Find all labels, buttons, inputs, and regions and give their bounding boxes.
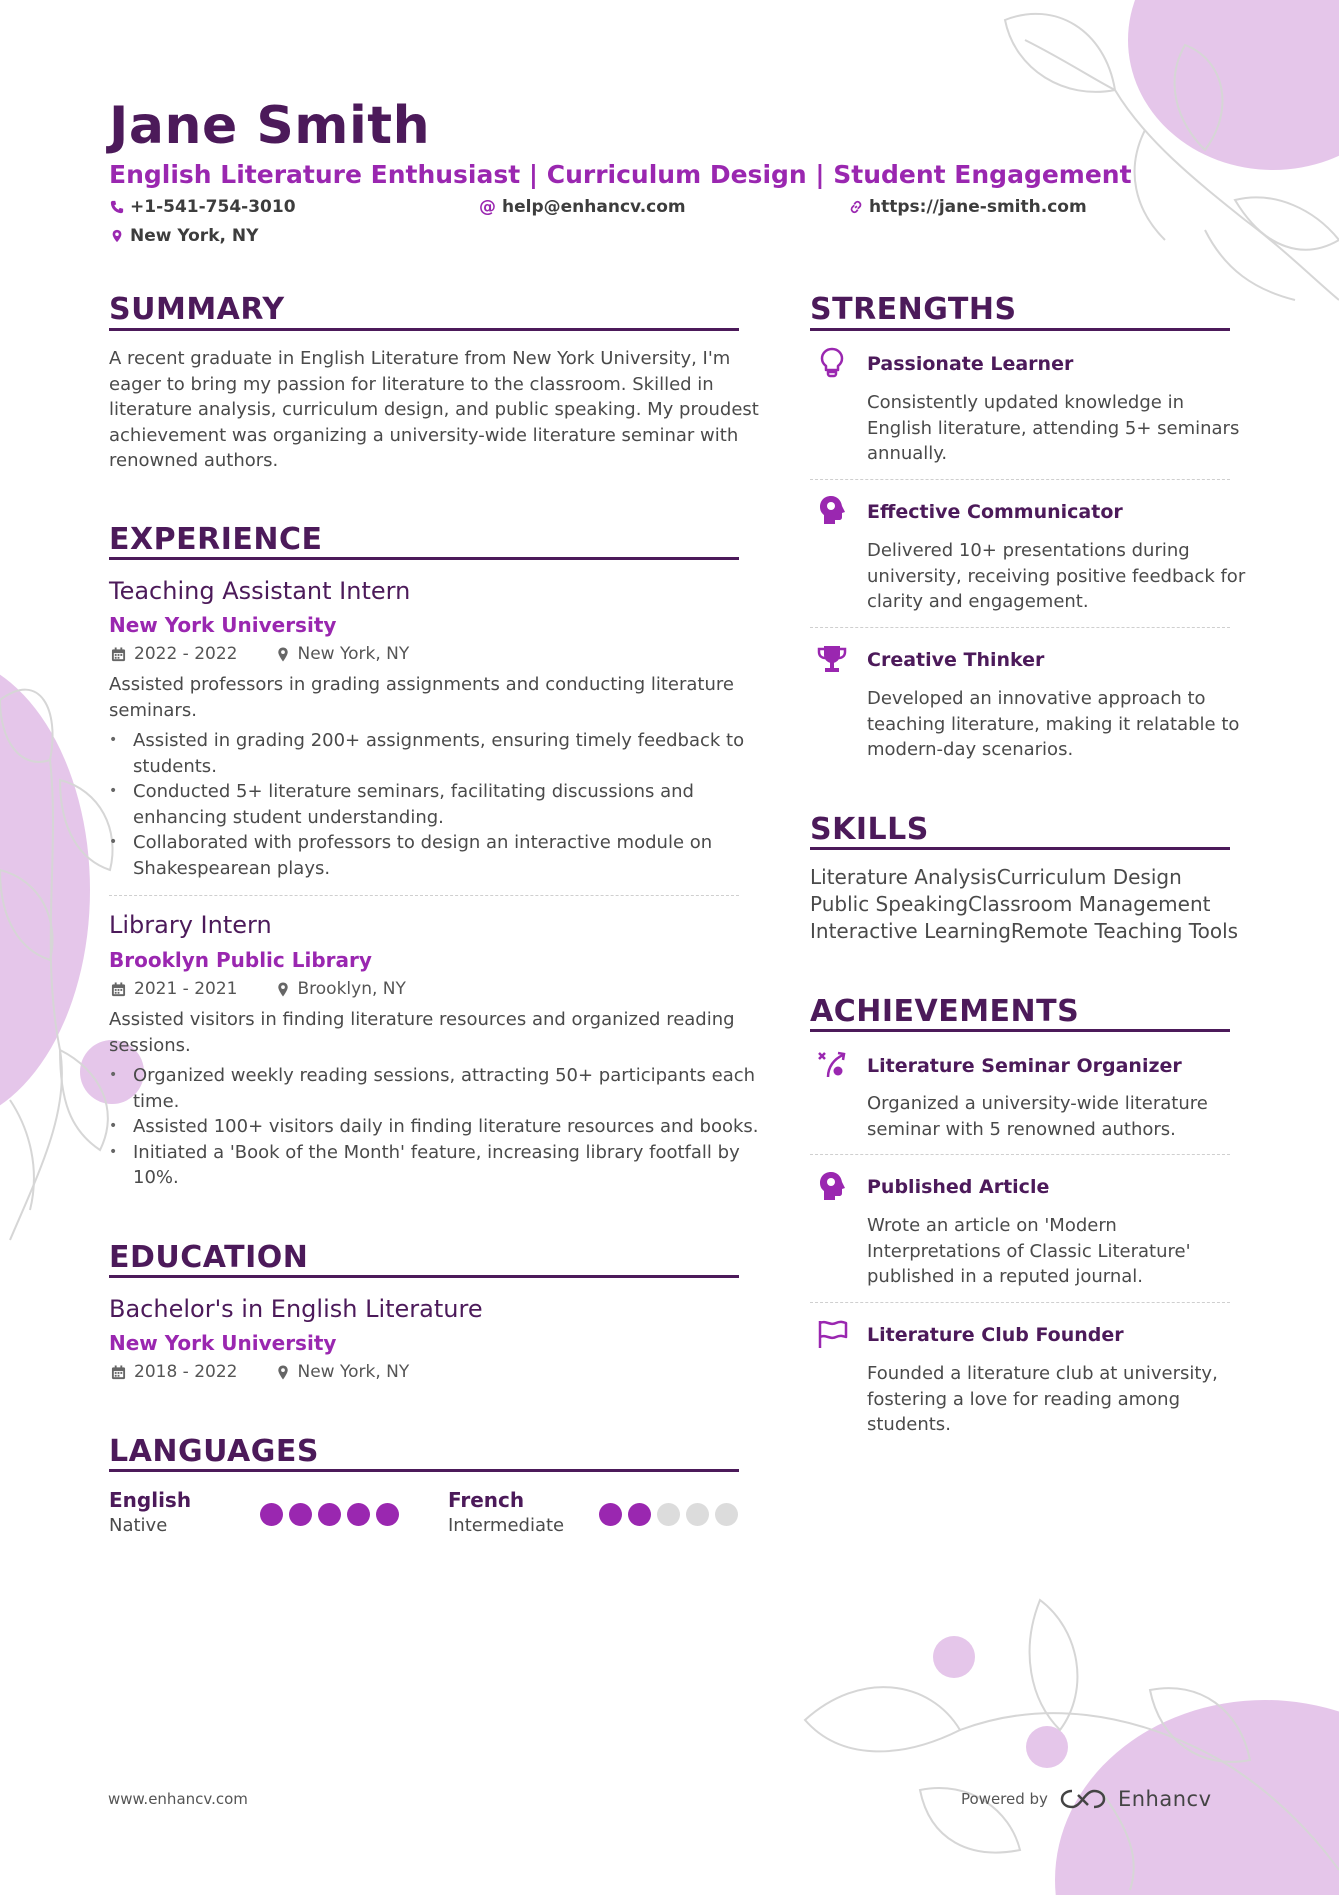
achievement-title-3: Literature Club Founder [867, 1324, 1124, 1346]
contact-phone-text: +1-541-754-3010 [130, 197, 296, 217]
contact-phone[interactable] [110, 197, 296, 217]
candidate-headline: English Literature Enthusiast | Curriculum Design | Student Engagement [109, 160, 1132, 189]
experience-org-1: New York University [109, 613, 337, 637]
map-pin-icon [277, 1365, 289, 1380]
list-item: • Collaborated with professors to design an interactive module on Shakespearean plays. [109, 830, 744, 881]
contact-email-text: help@enhancv.com [502, 197, 686, 217]
language-rating-1 [260, 1503, 399, 1526]
experience-meta-1 [111, 644, 409, 664]
strength-desc-1: Consistently updated knowledge in English literature, attending 5+ seminars annually. [867, 392, 1240, 464]
phone-icon [110, 200, 124, 214]
strength-desc-3: Developed an innovative approach to teaching literature, making it relatable to modern-day scenarios. [867, 688, 1240, 760]
experience-location-2: Brooklyn, NY [297, 979, 406, 999]
education-title: EDUCATION [109, 1240, 309, 1275]
experience-divider [109, 895, 739, 896]
achievement-desc-1: Organized a university-wide literature seminar with 5 renowned authors. [867, 1093, 1208, 1140]
achievement-desc-2: Wrote an article on 'Modern Interpretations of Classic Literature' published in a reputed journal. [867, 1215, 1191, 1287]
contact-email[interactable] [479, 197, 686, 217]
contact-location [110, 226, 258, 246]
enhancv-logo-icon [1060, 1788, 1106, 1810]
strengths-title: STRENGTHS [810, 292, 1017, 327]
achievement-title-2: Published Article [867, 1176, 1050, 1198]
achievement-divider-2 [810, 1302, 1230, 1303]
rating-dot [289, 1503, 312, 1526]
list-item: • Assisted 100+ visitors daily in finding literature resources and books. [109, 1114, 759, 1140]
map-pin-icon [277, 982, 289, 997]
language-level-2: Intermediate [448, 1515, 565, 1536]
strength-title-2: Effective Communicator [867, 501, 1123, 523]
strength-divider-2 [810, 627, 1230, 628]
experience-location-1: New York, NY [297, 644, 410, 664]
powered-by-label: Powered by [961, 1790, 1048, 1808]
rating-dot [628, 1503, 651, 1526]
language-name-2: French [448, 1488, 525, 1512]
strengths-rule [810, 328, 1230, 331]
education-org: New York University [109, 1331, 337, 1355]
achievements-rule [810, 1029, 1230, 1032]
experience-bullets-1 [109, 728, 744, 881]
calendar-icon [111, 1365, 126, 1380]
summary-rule [109, 328, 739, 331]
languages-title: LANGUAGES [109, 1434, 319, 1469]
rating-dot [715, 1503, 738, 1526]
lightbulb-icon [816, 346, 848, 378]
achievements-title: ACHIEVEMENTS [810, 994, 1080, 1029]
footer-site-link[interactable]: www.enhancv.com [108, 1790, 248, 1808]
rating-dot [657, 1503, 680, 1526]
strategy-icon [816, 1049, 848, 1081]
rating-dot [318, 1503, 341, 1526]
rating-dot [260, 1503, 283, 1526]
list-item: • Assisted in grading 200+ assignments, ensuring timely feedback to students. [109, 728, 744, 779]
achievement-divider-1 [810, 1154, 1230, 1155]
education-rule [109, 1275, 739, 1278]
experience-role-2: Library Intern [109, 911, 272, 939]
experience-desc-1: Assisted professors in grading assignments and conducting literature seminars. [109, 674, 734, 721]
at-icon: @ [479, 197, 496, 217]
summary-title: SUMMARY [109, 292, 285, 327]
contact-location-text: New York, NY [130, 226, 259, 246]
strength-divider-1 [810, 479, 1230, 480]
experience-dates-2: 2021 - 2021 [134, 979, 238, 999]
trophy-icon [816, 643, 848, 675]
languages-rule [109, 1469, 739, 1472]
list-item: • Organized weekly reading sessions, attracting 50+ participants each time. [109, 1063, 759, 1114]
skills-rule [810, 847, 1230, 850]
list-item: • Conducted 5+ literature seminars, facilitating discussions and enhancing student understanding. [109, 779, 744, 830]
calendar-icon [111, 647, 126, 662]
contact-website-text: https://jane-smith.com [869, 197, 1087, 217]
education-location: New York, NY [297, 1362, 410, 1382]
strength-desc-2: Delivered 10+ presentations during university, receiving positive feedback for clarity and engagement. [867, 540, 1246, 612]
candidate-name: Jane Smith [109, 96, 431, 156]
rating-dot [347, 1503, 370, 1526]
language-level-1: Native [109, 1515, 168, 1536]
enhancv-brand: Enhancv [1117, 1787, 1212, 1811]
experience-role-1: Teaching Assistant Intern [109, 577, 411, 605]
experience-meta-2 [111, 979, 406, 999]
skills-list: Literature AnalysisCurriculum Design Public SpeakingClassroom Management Interactive LearningRemote Teaching Tools [810, 865, 1239, 943]
education-dates: 2018 - 2022 [134, 1362, 238, 1382]
experience-org-2: Brooklyn Public Library [109, 948, 372, 972]
strength-title-3: Creative Thinker [867, 649, 1045, 671]
footer-powered-by [961, 1787, 1212, 1811]
map-pin-icon [110, 229, 124, 243]
list-item: • Initiated a 'Book of the Month' feature, increasing library footfall by 10%. [109, 1140, 759, 1191]
head-icon [816, 1170, 848, 1202]
decor-leaves-bottom-right [800, 1590, 1339, 1895]
achievement-desc-3: Founded a literature club at university, fostering a love for reading among students. [867, 1363, 1218, 1435]
experience-bullets-2 [109, 1063, 759, 1191]
rating-dot [599, 1503, 622, 1526]
skills-title: SKILLS [810, 812, 929, 847]
link-icon [849, 200, 863, 214]
rating-dot [376, 1503, 399, 1526]
summary-text: A recent graduate in English Literature from New York University, I'm eager to bring my passion for literature to the classroom. Skilled in literature analysis, curriculum design, and public speaking. My proudest achievement was organizing a university-wide literature seminar with renowned authors. [109, 348, 759, 471]
achievement-title-1: Literature Seminar Organizer [867, 1055, 1182, 1077]
education-degree: Bachelor's in English Literature [109, 1295, 483, 1323]
experience-desc-2: Assisted visitors in finding literature resources and organized reading sessions. [109, 1009, 735, 1056]
map-pin-icon [277, 647, 289, 662]
experience-rule [109, 557, 739, 560]
experience-dates-1: 2022 - 2022 [134, 644, 238, 664]
head-icon [816, 494, 848, 526]
experience-title: EXPERIENCE [109, 522, 323, 557]
strength-title-1: Passionate Learner [867, 353, 1074, 375]
education-meta [111, 1362, 409, 1382]
contact-website[interactable] [849, 197, 1087, 217]
language-name-1: English [109, 1488, 192, 1512]
flag-icon [816, 1318, 848, 1350]
rating-dot [686, 1503, 709, 1526]
calendar-icon [111, 982, 126, 997]
language-rating-2 [599, 1503, 738, 1526]
